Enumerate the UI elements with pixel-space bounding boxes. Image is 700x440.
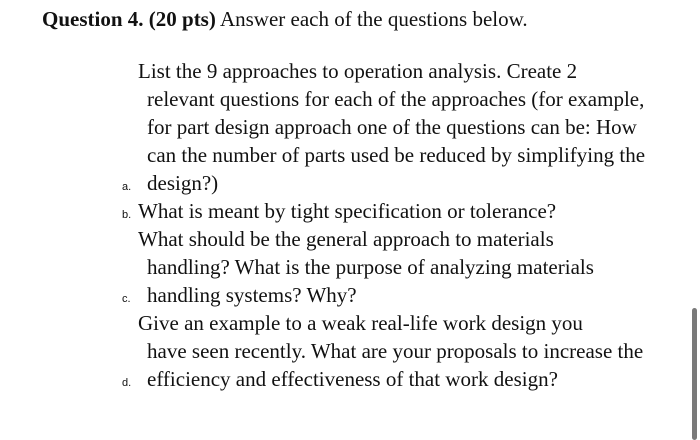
question-item-d — [122, 309, 662, 393]
item-marker-a: a. — [122, 181, 132, 193]
item-marker-b: b. — [122, 209, 132, 221]
question-items-list — [122, 57, 662, 393]
item-text-a-continuation: relevant questions for each of the approaches (for example, for part design approach one of the questions can be: How can the number of parts used be reduced by simplifying the design?) — [147, 87, 646, 195]
item-marker-d: d. — [122, 377, 132, 389]
question-item-b — [122, 197, 662, 225]
question-number: Question 4. — [42, 7, 144, 31]
item-text-c-first-line: What should be the general approach to materials — [138, 227, 554, 251]
item-marker-c: c. — [122, 293, 131, 305]
question-points: (20 pts) — [148, 7, 216, 31]
item-text-a-first-line: List the 9 approaches to operation analysis. Create 2 — [138, 59, 578, 83]
item-text-d-continuation: have seen recently. What are your proposals to increase the efficiency and effectiveness of that work design? — [147, 339, 644, 391]
question-instruction: Answer each of the questions below. — [219, 7, 528, 31]
item-text-c-continuation: handling? What is the purpose of analyzing materials handling systems? Why? — [147, 255, 594, 307]
question-item-c — [122, 225, 662, 309]
item-text-b-first-line: What is meant by tight specification or tolerance? — [138, 199, 557, 223]
question-heading — [42, 5, 528, 33]
item-text-d-first-line: Give an example to a weak real-life work design you — [138, 311, 583, 335]
question-item-a — [122, 57, 662, 197]
vertical-scrollbar[interactable] — [692, 308, 697, 440]
